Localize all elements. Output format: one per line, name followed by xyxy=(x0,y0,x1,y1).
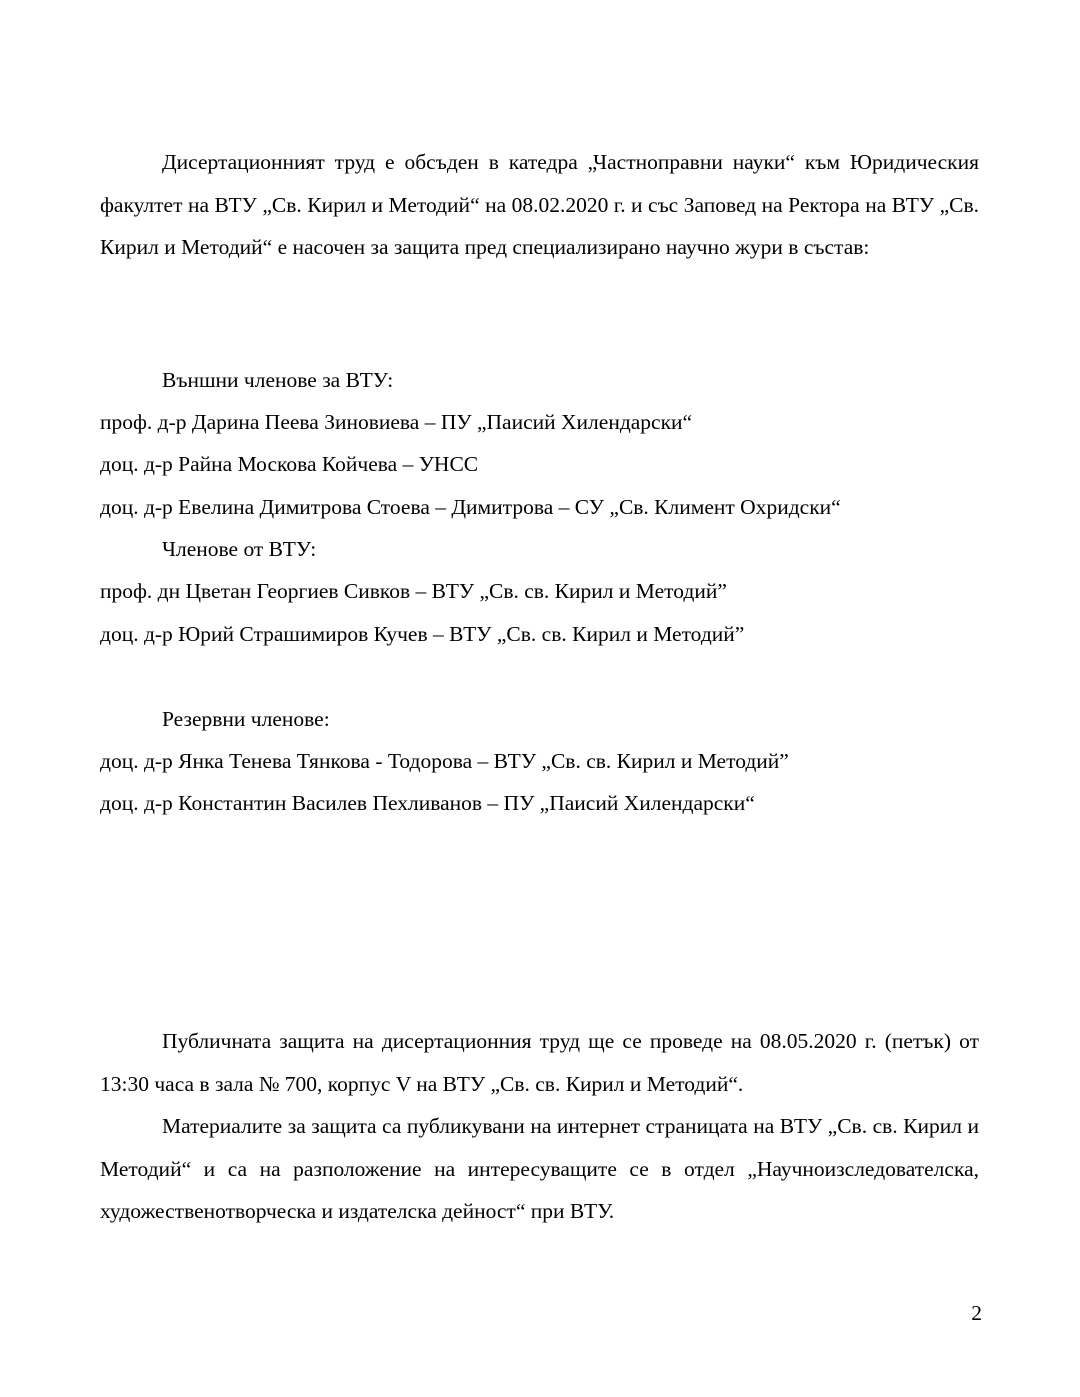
materials-paragraph-block xyxy=(100,1105,979,1233)
external-member-1: проф. д-р Дарина Пеева Зиновиева – ПУ „Паисий Хилендарски“ xyxy=(100,410,693,434)
reserve-member-1: доц. д-р Янка Тенева Тянкова - Тодорова – ВТУ „Св. св. Кирил и Методий” xyxy=(100,749,789,773)
intro-paragraph-block xyxy=(100,141,979,269)
reserve-members-heading: Резервни членове: xyxy=(162,707,330,731)
external-member-2: доц. д-р Райна Москова Койчева – УНСС xyxy=(100,452,479,476)
intro-paragraph: Дисертационният труд е обсъден в катедра „Частноправни науки“ към Юридическия факултет на ВТУ „Св. Кирил и Методий“ на 08.02.2020 г. и със Заповед на Ректора на ВТУ „Св. Кирил и Методий“ е насочен за защита пред специализирано научно жури в състав: xyxy=(100,150,979,259)
external-members-heading: Външни членове за ВТУ: xyxy=(162,368,394,392)
reserve-member-2: доц. д-р Константин Василев Пехливанов – ПУ „Паисий Хилендарски“ xyxy=(100,791,755,815)
page-number: 2 xyxy=(971,1301,982,1325)
internal-member-1: проф. дн Цветан Георгиев Сивков – ВТУ „Св. св. Кирил и Методий” xyxy=(100,579,727,603)
defense-paragraph: Публичната защита на дисертационния труд ще се проведе на 08.05.2020 г. (петък) от 13:30 часа в зала № 700, корпус V на ВТУ „Св. св. Кирил и Методий“. xyxy=(100,1029,979,1096)
internal-member-2: доц. д-р Юрий Страшимиров Кучев – ВТУ „Св. св. Кирил и Методий” xyxy=(100,622,745,646)
materials-paragraph: Материалите за защита са публикувани на интернет страницата на ВТУ „Св. св. Кирил и Методий“ и са на разположение на интересуващите се в отдел „Научноизследователска, художественотворческа и издателска дейност“ при ВТУ. xyxy=(100,1114,979,1223)
external-member-3: доц. д-р Евелина Димитрова Стоева – Димитрова – СУ „Св. Климент Охридски“ xyxy=(100,495,841,519)
defense-paragraph-block xyxy=(100,1020,979,1105)
internal-members-heading: Членове от ВТУ: xyxy=(162,537,317,561)
